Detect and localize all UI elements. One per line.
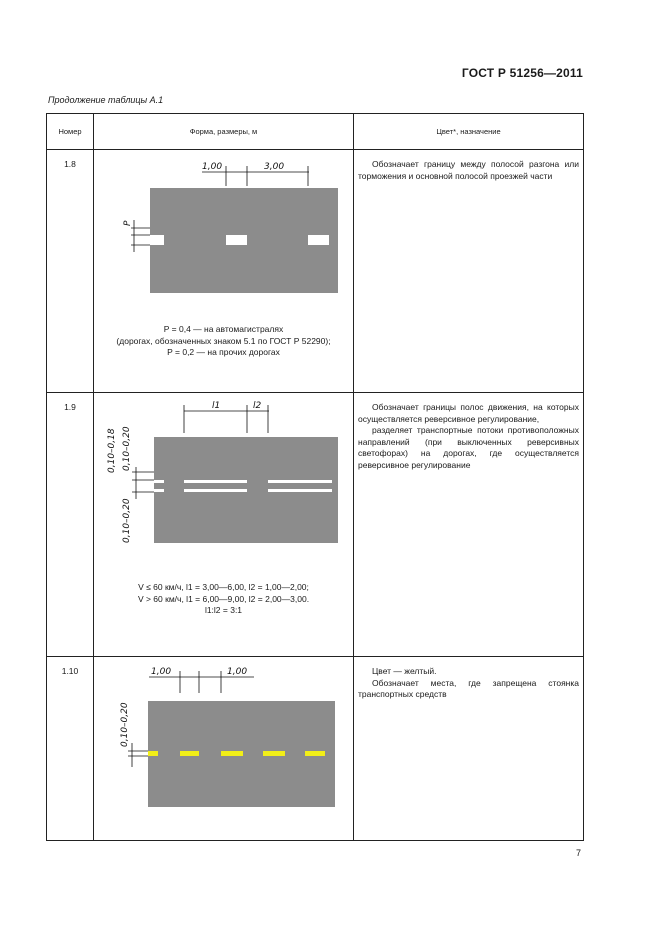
form-cell bbox=[94, 393, 354, 657]
dim-label: 1,00 bbox=[151, 667, 172, 677]
caption-line: V ≤ 60 км/ч, l1 = 3,00—6,00, l2 = 1,00—2,00; bbox=[138, 582, 309, 592]
description-cell bbox=[354, 150, 584, 393]
dim-label: 1,00 bbox=[227, 667, 248, 677]
form-cell bbox=[94, 150, 354, 393]
markings-table bbox=[46, 113, 584, 841]
dim-label: 0,10–0,20 bbox=[120, 702, 130, 747]
col-header-color: Цвет*, назначение bbox=[354, 114, 584, 150]
dim-label: 3,00 bbox=[264, 162, 285, 172]
description-text: Обозначает границы полос движения, на которых осуществляется реверсивное регулирование, bbox=[358, 402, 579, 424]
dim-label: l1 bbox=[212, 401, 221, 411]
dim-label: 1,00 bbox=[202, 162, 223, 172]
caption-line: l1:l2 = 3:1 bbox=[204, 605, 243, 615]
marking-1-9-diagram bbox=[94, 393, 354, 657]
yellow-dash-mark bbox=[305, 751, 325, 756]
dash-mark bbox=[226, 235, 247, 245]
description-text: Обозначает места, где запрещена стоянка транспортных средств bbox=[358, 677, 579, 699]
caption-line: V > 60 км/ч, l1 = 6,00—9,00, l2 = 2,00—3,00. bbox=[137, 593, 310, 604]
table-row bbox=[47, 657, 584, 841]
description-cell bbox=[354, 657, 584, 841]
table-row bbox=[47, 393, 584, 657]
form-caption bbox=[94, 324, 353, 359]
table-row bbox=[47, 150, 584, 393]
dash-mark bbox=[150, 235, 164, 245]
row-number: 1.10 bbox=[47, 657, 94, 841]
table-continuation-label: Продолжение таблицы А.1 bbox=[48, 95, 164, 105]
page-number: 7 bbox=[575, 848, 581, 858]
dash-mark bbox=[268, 480, 332, 483]
row-number: 1.8 bbox=[47, 150, 94, 393]
yellow-dash-mark bbox=[180, 751, 199, 756]
dash-mark bbox=[184, 480, 247, 483]
dash-mark bbox=[308, 235, 329, 245]
dash-mark bbox=[184, 489, 247, 492]
caption-line: P = 0,2 — на прочих дорогах bbox=[167, 347, 280, 357]
dim-label: 0,10–0,20 bbox=[122, 426, 132, 471]
description-text: разделяет транспортные потоки противоположных направлений (при выключенных реверсивных светофорах) на дорогах, где осуществляется реверсивное регулирование bbox=[358, 425, 579, 470]
yellow-dash-mark bbox=[263, 751, 285, 756]
document-header: ГОСТ Р 51256—2011 bbox=[461, 66, 583, 80]
dim-label: l2 bbox=[253, 401, 262, 411]
form-cell bbox=[94, 657, 354, 841]
col-header-number: Номер bbox=[47, 114, 94, 150]
description-text: Обозначает границу между полосой разгона или торможения и основной полосой проезжей части bbox=[358, 159, 579, 181]
dash-mark bbox=[268, 489, 332, 492]
dash-mark bbox=[154, 489, 164, 492]
yellow-dash-mark bbox=[148, 751, 158, 756]
caption-line: P = 0,4 — на автомагистралях bbox=[163, 324, 284, 334]
caption-line: (дорогах, обозначенных знаком 5.1 по ГОСТ Р 52290); bbox=[116, 335, 331, 346]
description-text: Цвет — желтый. bbox=[372, 666, 437, 676]
col-header-form: Форма, размеры, м bbox=[94, 114, 354, 150]
form-caption bbox=[94, 582, 353, 617]
table-header-row bbox=[47, 114, 584, 150]
dim-label: 0,10–0,20 bbox=[122, 498, 132, 543]
description-cell bbox=[354, 393, 584, 657]
dim-label: P bbox=[123, 220, 133, 226]
dim-label: 0,10–0,18 bbox=[107, 428, 117, 473]
marking-1-10-diagram bbox=[94, 657, 354, 841]
row-number: 1.9 bbox=[47, 393, 94, 657]
dash-mark bbox=[154, 480, 164, 483]
yellow-dash-mark bbox=[221, 751, 243, 756]
